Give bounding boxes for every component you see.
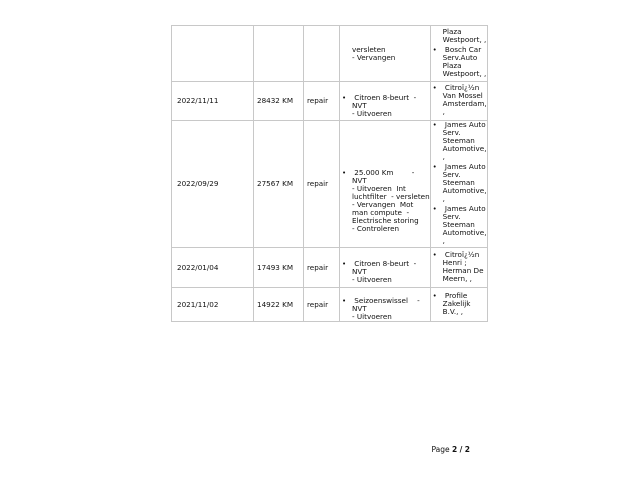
table-row: [172, 248, 488, 288]
description-cell: [340, 288, 431, 322]
type-cell: repair: [304, 82, 340, 121]
date-cell: [172, 26, 254, 82]
description-list: [340, 251, 430, 284]
description-item: • Citroen 8-beurt - NVT - Uitvoeren: [340, 260, 430, 284]
garage-list: [431, 292, 487, 316]
garage-cell: [430, 26, 487, 82]
garage-cell: [430, 121, 487, 248]
description-cell: [340, 26, 431, 82]
description-cell: [340, 121, 431, 248]
garage-list: [431, 28, 487, 78]
description-list: [340, 46, 430, 62]
garage-item: • Profile Zakelijk B.V., ,: [431, 292, 487, 316]
garage-item: • James Auto Serv. Steeman Automotive, ,: [431, 205, 487, 245]
date-cell: 2022/09/29: [172, 121, 254, 248]
type-cell: repair: [304, 121, 340, 248]
description-cell: [340, 82, 431, 121]
mileage-cell: 28432 KM: [254, 82, 304, 121]
mileage-cell: 14922 KM: [254, 288, 304, 322]
description-list: [340, 288, 430, 321]
garage-item: • James Auto Serv. Steeman Automotive, ,: [431, 163, 487, 203]
garage-item: • James Auto Serv. Steeman Automotive, ,: [431, 121, 487, 161]
date-cell: 2022/11/11: [172, 82, 254, 121]
table-row: [172, 288, 488, 322]
page-label: Page: [431, 445, 450, 454]
date-cell: 2021/11/02: [172, 288, 254, 322]
mileage-cell: 17493 KM: [254, 248, 304, 288]
description-cell: [340, 248, 431, 288]
description-item: • Citroen 8-beurt - NVT - Uitvoeren: [340, 94, 430, 118]
garage-cell: [430, 82, 487, 121]
mileage-cell: 27567 KM: [254, 121, 304, 248]
table-row: [172, 82, 488, 121]
page-separator: /: [459, 445, 463, 454]
type-cell: repair: [304, 288, 340, 322]
garage-item: • Citroï¿½n Van Mossel Amsterdam, ,: [431, 84, 487, 116]
page-footer: [431, 445, 470, 454]
page-total: 2: [464, 445, 470, 454]
type-cell: repair: [304, 248, 340, 288]
description-list: [340, 85, 430, 118]
description-item: versleten - Vervangen: [352, 44, 396, 62]
garage-item: Plaza Westpoort, ,: [442, 26, 487, 44]
mileage-cell: [254, 26, 304, 82]
garage-item: • Bosch Car Serv.Auto Plaza Westpoort, ,: [431, 46, 487, 78]
table-row: [172, 26, 488, 82]
garage-list: [431, 121, 487, 245]
table-row: [172, 121, 488, 248]
description-item: • 25.000 Km - NVT - Uitvoeren Int luchtfilter - versleten - Vervangen Mot man compute - Electrische storing - Controleren: [340, 169, 430, 233]
garage-cell: [430, 288, 487, 322]
date-cell: 2022/01/04: [172, 248, 254, 288]
garage-cell: [430, 248, 487, 288]
description-item: • Seizoenswissel - NVT - Uitvoeren: [340, 297, 430, 321]
garage-list: [431, 251, 487, 283]
maintenance-history-table: [171, 25, 488, 322]
garage-item: • Citroï¿½n Henri ; Herman De Meern, ,: [431, 251, 487, 283]
description-list: [340, 135, 430, 233]
garage-list: [431, 84, 487, 116]
type-cell: [304, 26, 340, 82]
page-current: 2: [452, 445, 458, 454]
